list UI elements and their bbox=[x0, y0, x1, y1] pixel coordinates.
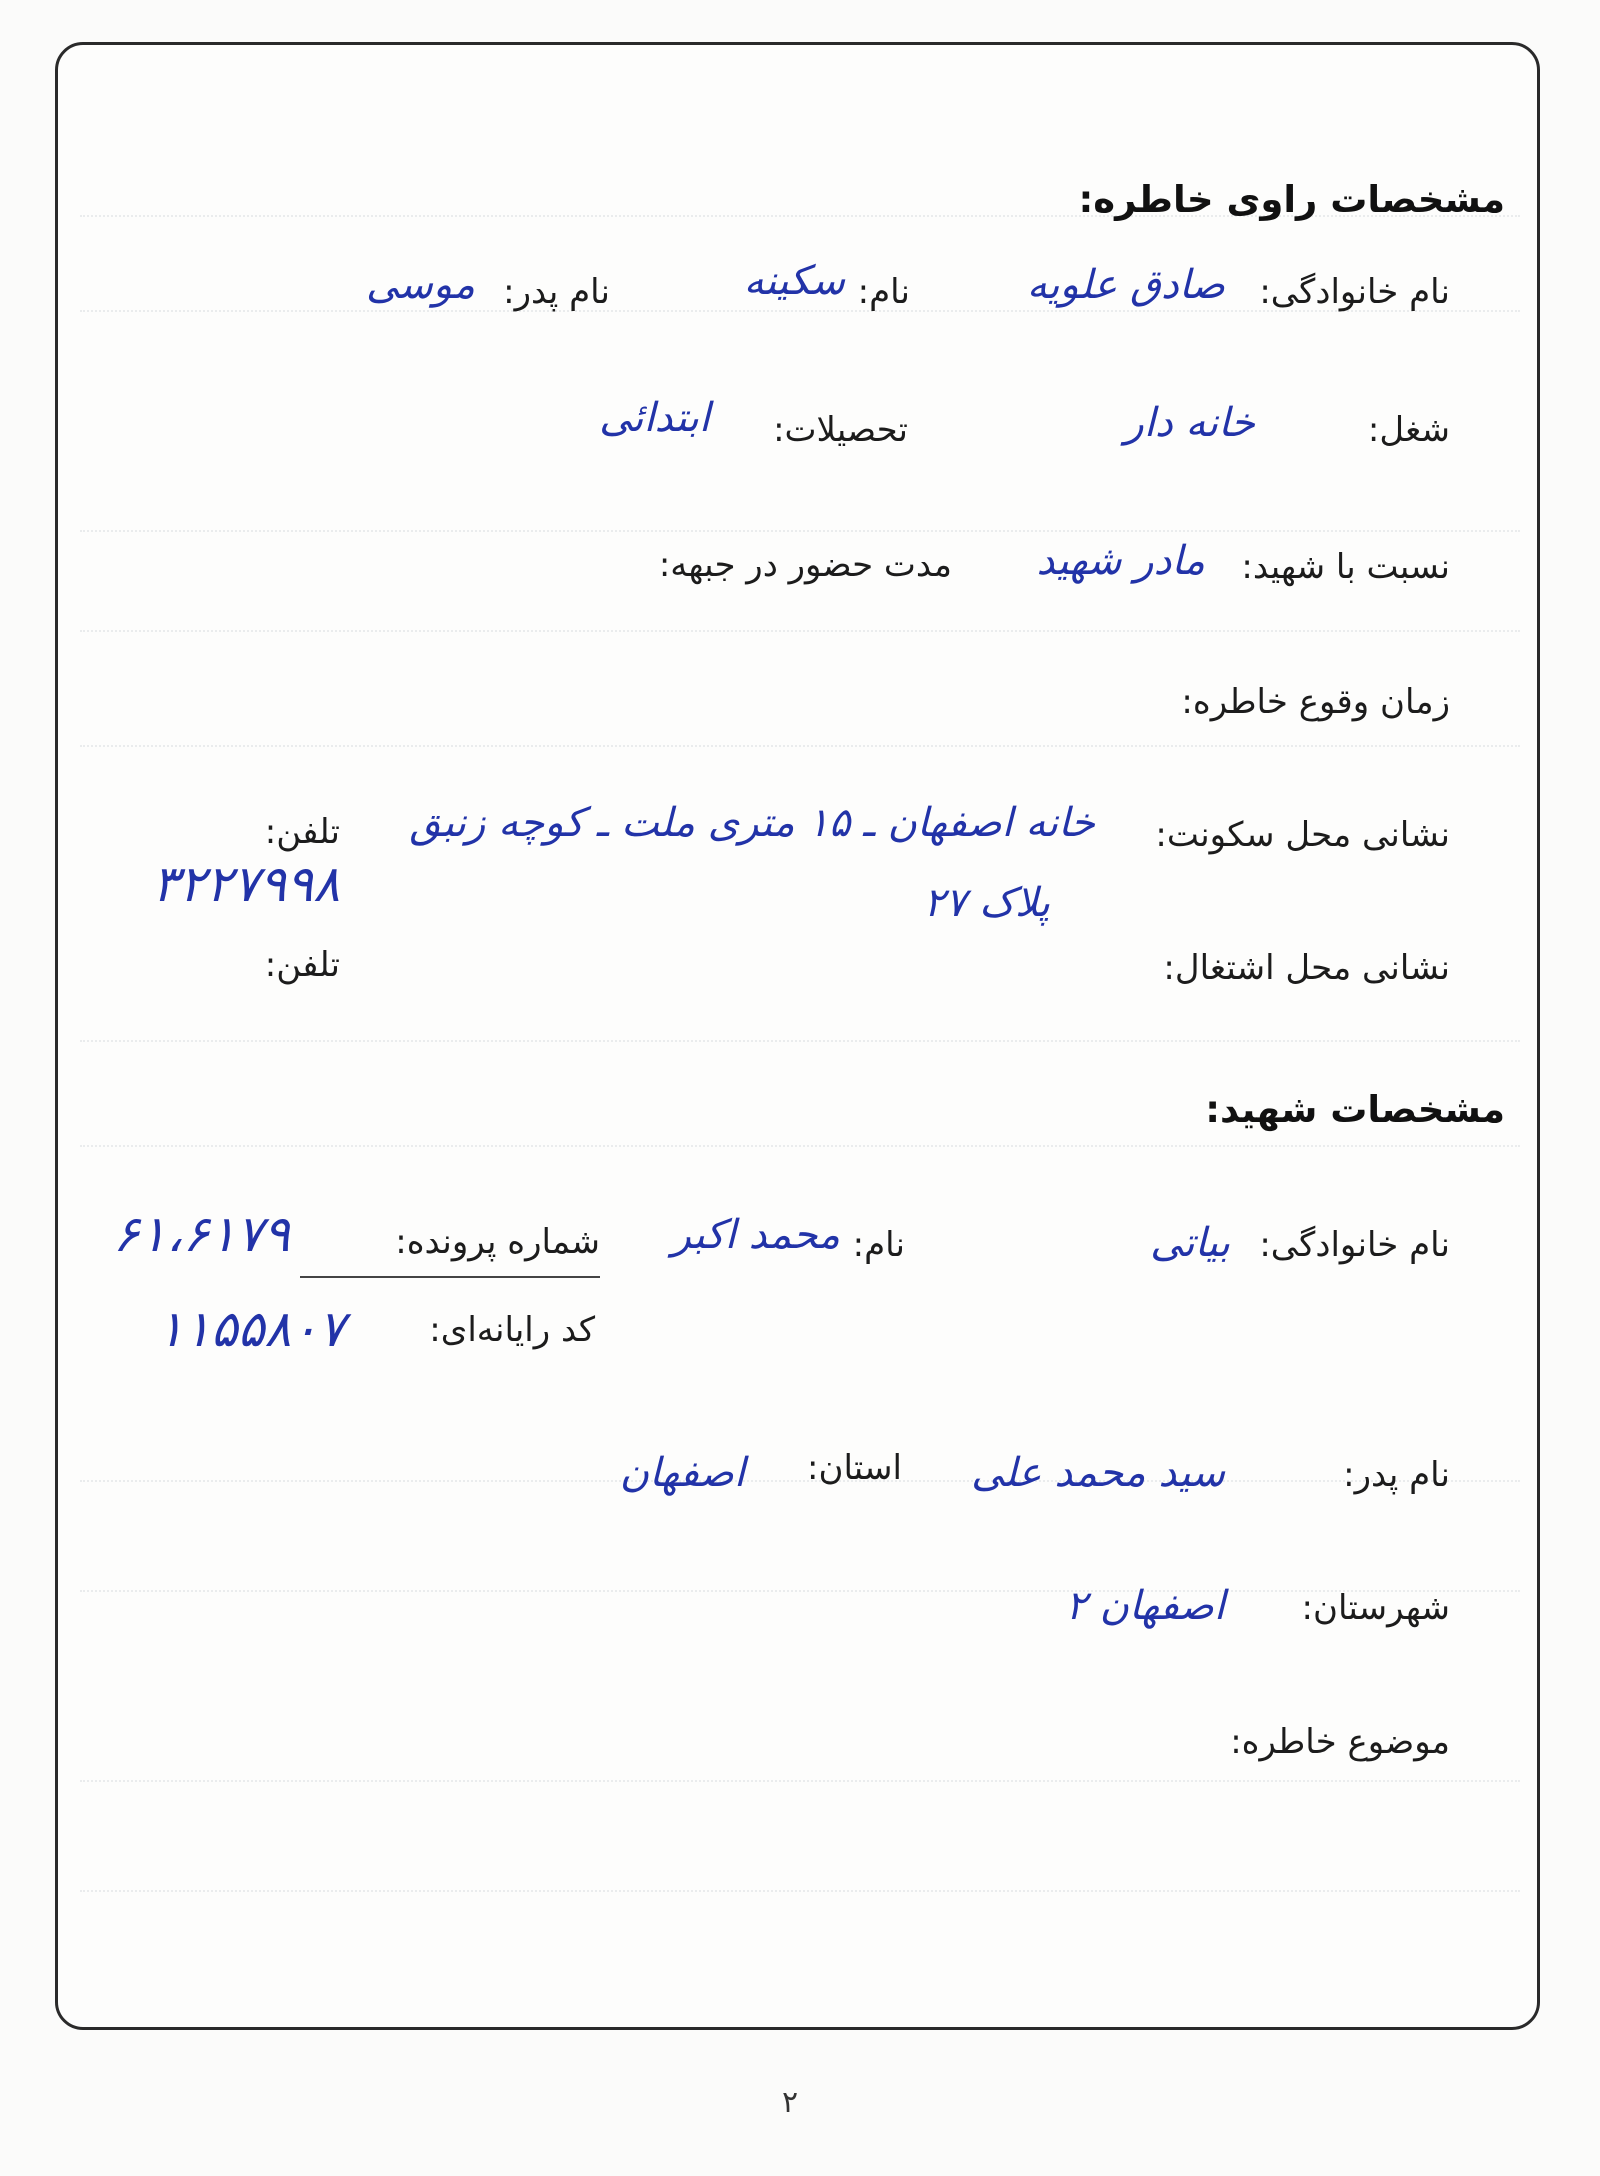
martyr-code-value: ۱۱۵۵۸۰۷ bbox=[157, 1300, 345, 1358]
martyr-family-value: بیاتی bbox=[1150, 1220, 1230, 1266]
narrator-education-label: تحصیلات: bbox=[773, 410, 908, 450]
narrator-job-label: شغل: bbox=[1367, 410, 1450, 450]
martyr-city-label: شهرستان: bbox=[1301, 1588, 1450, 1628]
narrator-home-address-label: نشانی محل سکونت: bbox=[1155, 815, 1450, 855]
martyr-city-value: اصفهان ۲ bbox=[1065, 1583, 1225, 1629]
bleed-line bbox=[80, 1145, 1520, 1147]
bleed-line bbox=[80, 1480, 1520, 1482]
bleed-line bbox=[80, 530, 1520, 532]
martyr-file-value: ۶۱،۶۱۷۹ bbox=[112, 1205, 290, 1263]
martyr-family-label: نام خانوادگی: bbox=[1259, 1225, 1450, 1265]
martyr-file-label: شماره پرونده: bbox=[395, 1222, 600, 1262]
narrator-work-phone-label: تلفن: bbox=[264, 945, 340, 985]
martyr-father-label: نام پدر: bbox=[1343, 1455, 1450, 1495]
narrator-name-value: سکینه bbox=[743, 258, 845, 304]
narrator-time-label: زمان وقوع خاطره: bbox=[1181, 682, 1450, 722]
martyr-topic-label: موضوع خاطره: bbox=[1230, 1722, 1450, 1762]
narrator-home-phone-label: تلفن: bbox=[264, 812, 340, 852]
martyr-province-value: اصفهان bbox=[619, 1450, 745, 1496]
narrator-front-label: مدت حضور در جبهه: bbox=[658, 545, 952, 585]
narrator-education-value: ابتدائی bbox=[599, 395, 710, 441]
narrator-heading: مشخصات راوی خاطره: bbox=[1078, 178, 1505, 221]
martyr-name-label: نام: bbox=[852, 1225, 905, 1265]
martyr-name-value: محمد اکبر bbox=[671, 1212, 840, 1258]
narrator-relation-label: نسبت با شهید: bbox=[1241, 547, 1450, 587]
file-number-underline bbox=[300, 1276, 600, 1278]
narrator-father-label: نام پدر: bbox=[503, 272, 610, 312]
bleed-line bbox=[80, 1780, 1520, 1782]
martyr-code-label: کد رایانه‌ای: bbox=[429, 1310, 595, 1350]
narrator-home-address-value: خانه اصفهان ـ ۱۵ متری ملت ـ کوچه زنبق bbox=[409, 800, 1095, 846]
narrator-family-value: صادق علویه bbox=[1026, 262, 1225, 308]
bleed-line bbox=[80, 1890, 1520, 1892]
martyr-province-label: استان: bbox=[807, 1448, 902, 1488]
bleed-line bbox=[80, 1040, 1520, 1042]
bleed-line bbox=[80, 630, 1520, 632]
narrator-family-label: نام خانوادگی: bbox=[1259, 272, 1450, 312]
narrator-work-address-label: نشانی محل اشتغال: bbox=[1163, 948, 1450, 988]
narrator-father-value: موسی bbox=[366, 262, 475, 308]
bleed-line bbox=[80, 745, 1520, 747]
narrator-home-address-value-2: پلاک ۲۷ bbox=[923, 880, 1050, 926]
narrator-home-phone-value: ۳۲۲۷۹۹۸ bbox=[152, 855, 340, 913]
narrator-relation-value: مادر شهید bbox=[1036, 538, 1205, 584]
martyr-father-value: سید محمد علی bbox=[971, 1450, 1225, 1496]
martyr-heading: مشخصات شهید: bbox=[1205, 1088, 1505, 1131]
narrator-name-label: نام: bbox=[857, 272, 910, 312]
narrator-job-value: خانه دار bbox=[1124, 400, 1255, 446]
page-number: ۲ bbox=[781, 2085, 799, 2120]
